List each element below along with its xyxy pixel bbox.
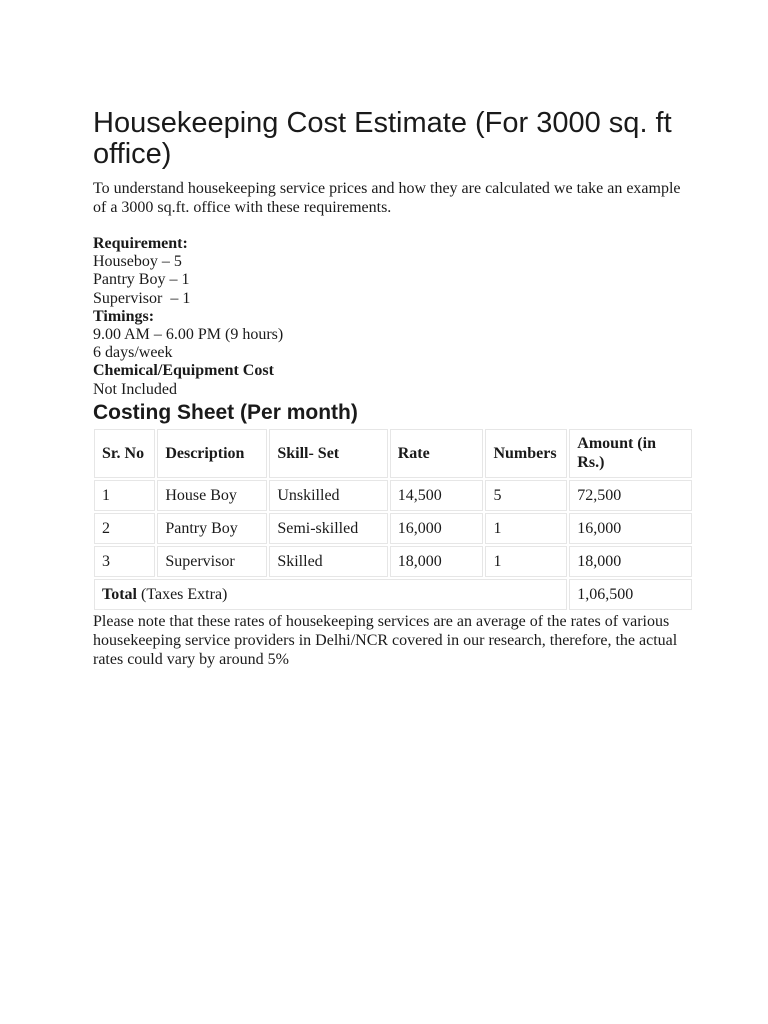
column-header: Skill- Set — [269, 429, 387, 478]
column-header: Numbers — [485, 429, 567, 478]
note-paragraph: Please note that these rates of housekeeping services are an average of the rates of various housekeeping service providers in Delhi/NCR covered in our research, therefore, the actual rates could vary by around 5% — [93, 612, 678, 668]
table-row — [94, 480, 692, 511]
table-row — [94, 513, 692, 544]
chemical-value: Not Included — [93, 380, 177, 398]
column-header: Amount (in Rs.) — [569, 429, 692, 478]
table-cell: 1 — [94, 480, 155, 511]
table-cell: 18,000 — [390, 546, 484, 577]
page-title: Housekeeping Cost Estimate (For 3000 sq. ft office) — [93, 107, 672, 170]
table-cell: 1 — [485, 513, 567, 544]
requirement-item: Pantry Boy – 1 — [93, 271, 190, 289]
table-cell: 3 — [94, 546, 155, 577]
article-content — [93, 108, 693, 685]
table-cell: 2 — [94, 513, 155, 544]
total-note: (Taxes Extra) — [136, 585, 228, 603]
requirements-block — [93, 235, 693, 399]
requirement-item: Supervisor – 1 — [93, 289, 191, 307]
total-value: 1,06,500 — [569, 579, 692, 610]
table-cell: 18,000 — [569, 546, 692, 577]
costing-table — [92, 427, 694, 612]
table-cell: 72,500 — [569, 480, 692, 511]
total-label-cell — [94, 579, 567, 610]
table-cell: 16,000 — [569, 513, 692, 544]
table-cell: 16,000 — [390, 513, 484, 544]
table-total-row — [94, 579, 692, 610]
timings-heading: Timings: — [93, 307, 155, 325]
column-header: Description — [157, 429, 267, 478]
timings-item: 9.00 AM – 6.00 PM (9 hours) — [93, 326, 284, 344]
table-cell: Pantry Boy — [157, 513, 267, 544]
total-label: Total — [102, 585, 137, 603]
table-cell: 5 — [485, 480, 567, 511]
requirement-heading: Requirement: — [93, 235, 188, 252]
table-cell: Unskilled — [269, 480, 387, 511]
table-cell: 14,500 — [390, 480, 484, 511]
table-cell: House Boy — [157, 480, 267, 511]
timings-item: 6 days/week — [93, 344, 173, 362]
table-cell: Supervisor — [157, 546, 267, 577]
table-cell: Skilled — [269, 546, 387, 577]
table-row — [94, 546, 692, 577]
chemical-heading: Chemical/Equipment Cost — [93, 362, 274, 380]
intro-paragraph: To understand housekeeping service prices and how they are calculated we take an example of a 3000 sq.ft. office with these requirements. — [93, 180, 681, 216]
table-cell: 1 — [485, 546, 567, 577]
column-header: Sr. No — [94, 429, 155, 478]
table-cell: Semi-skilled — [269, 513, 387, 544]
table-header-row — [94, 429, 692, 478]
costing-heading: Costing Sheet (Per month) — [93, 400, 358, 424]
requirement-item: Houseboy – 5 — [93, 253, 182, 271]
column-header: Rate — [390, 429, 484, 478]
